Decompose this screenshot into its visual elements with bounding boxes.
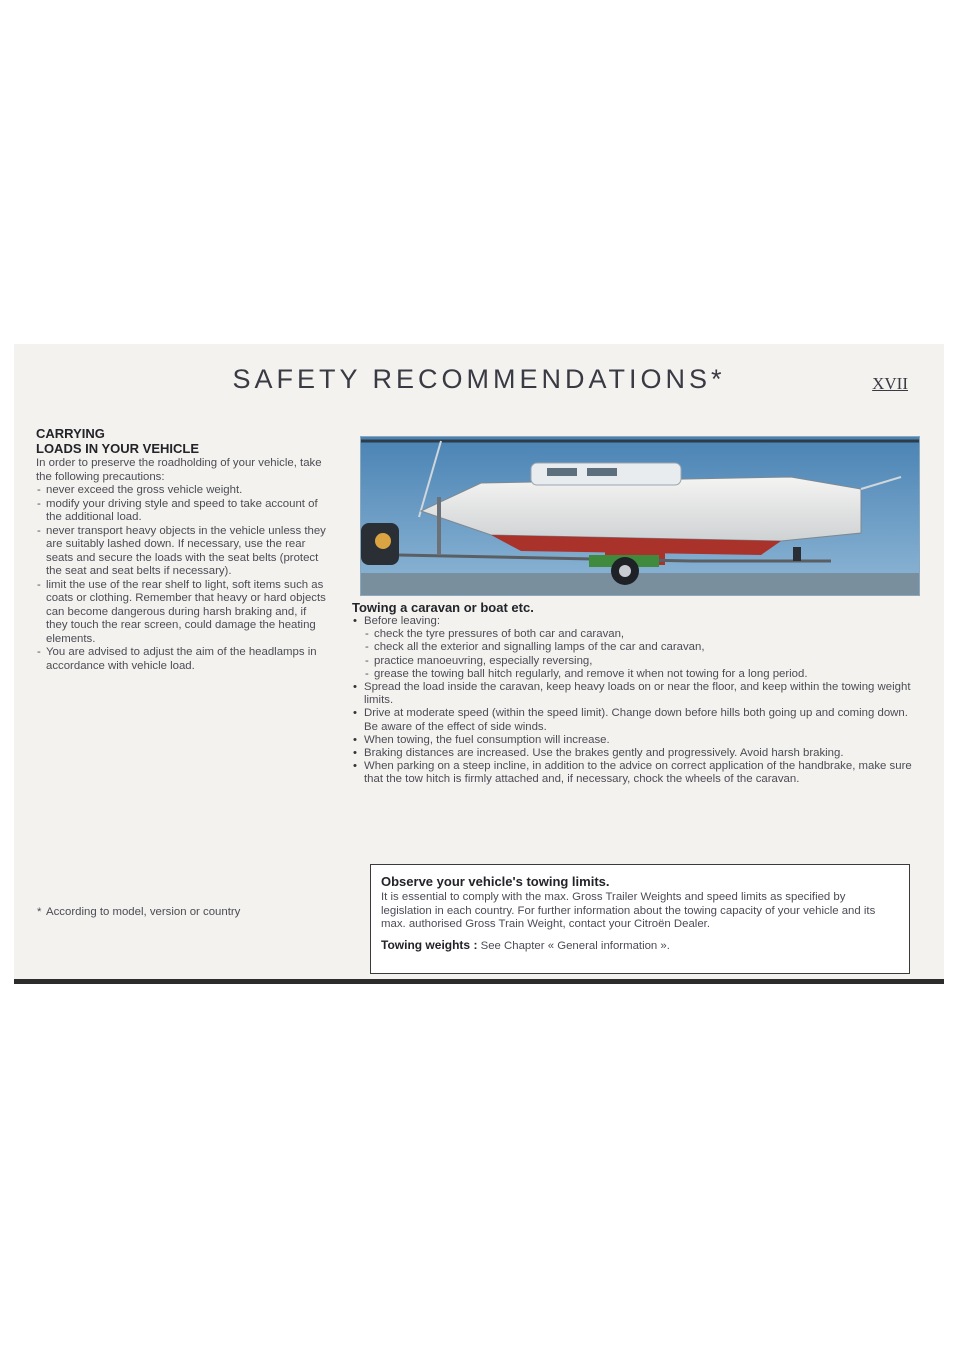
manual-page	[14, 344, 944, 984]
towing-item	[352, 615, 920, 681]
towing-item: • Spread the load inside the caravan, keep heavy loads on or near the floor, and keep within the towing weight limits.	[352, 681, 920, 707]
precautions-list	[36, 484, 326, 673]
precaution-item: - You are advised to adjust the aim of the headlamps in accordance with vehicle load.	[36, 646, 326, 673]
before-leaving-item: - check all the exterior and signalling lamps of the car and caravan,	[364, 641, 920, 654]
towing-item: • When parking on a steep incline, in addition to the advice on correct application of the handbrake, make sure that the tow hitch is firmly attached and, if necessary, chock the wheels of the caravan.	[352, 760, 920, 786]
towing-section	[352, 600, 920, 787]
towing-weights-line	[381, 938, 899, 952]
notice-text: It is essential to comply with the max. Gross Trailer Weights and speed limits as specified by legislation in each country. For further information about the towing capacity of your vehicle and its max. authorised Gross Train Weight, contact your Citroën Dealer.	[381, 891, 876, 930]
boat-trailer-photo	[360, 436, 920, 596]
towing-list	[352, 615, 920, 787]
section-heading-line1: CARRYING	[36, 426, 105, 441]
before-leaving-label: Before leaving:	[364, 615, 440, 627]
precaution-item: - limit the use of the rear shelf to light, soft items such as coats or clothing. Remember that heavy or hard objects can become dangerous during harsh braking and, if they touch the rear screen, could damage the heating elements.	[36, 579, 326, 647]
chapter-number: XVII	[872, 374, 908, 393]
before-leaving-item: - check the tyre pressures of both car and caravan,	[364, 628, 920, 641]
notice-heading: Observe your vehicle's towing limits.	[381, 874, 610, 889]
precaution-item: - never transport heavy objects in the vehicle unless they are suitably lashed down. If necessary, use the rear seats and secure the loads with the seat belts (protect the seat and seat belts if necessary).	[36, 525, 326, 579]
before-leaving-list	[364, 628, 920, 681]
carrying-loads-section	[36, 426, 326, 673]
towing-heading: Towing a caravan or boat etc.	[352, 600, 534, 615]
precaution-item: - modify your driving style and speed to take account of the additional load.	[36, 498, 326, 525]
section-heading-line2: LOADS IN YOUR VEHICLE	[36, 441, 200, 456]
footnote-marker: *	[37, 906, 42, 918]
page-title: SAFETY RECOMMENDATIONS*	[232, 364, 726, 394]
before-leaving-item: - grease the towing ball hitch regularly, and remove it when not towing for a long period.	[364, 668, 920, 681]
towing-item: • Drive at moderate speed (within the speed limit). Change down before hills both going up and coming down. Be aware of the effect of side winds.	[352, 707, 920, 733]
footnote	[36, 906, 326, 920]
towing-weights-text: See Chapter « General information ».	[480, 939, 670, 952]
towing-item: • When towing, the fuel consumption will increase.	[352, 734, 920, 747]
towing-weights-label: Towing weights :	[381, 937, 478, 952]
footnote-text: According to model, version or country	[46, 906, 241, 918]
towing-item: • Braking distances are increased. Use the brakes gently and progressively. Avoid harsh braking.	[352, 747, 920, 760]
precaution-item: - never exceed the gross vehicle weight.	[36, 484, 326, 498]
before-leaving-item: - practice manoeuvring, especially reversing,	[364, 655, 920, 668]
section-intro: In order to preserve the roadholding of your vehicle, take the following precautions:	[36, 457, 322, 483]
towing-limits-box	[370, 864, 910, 974]
